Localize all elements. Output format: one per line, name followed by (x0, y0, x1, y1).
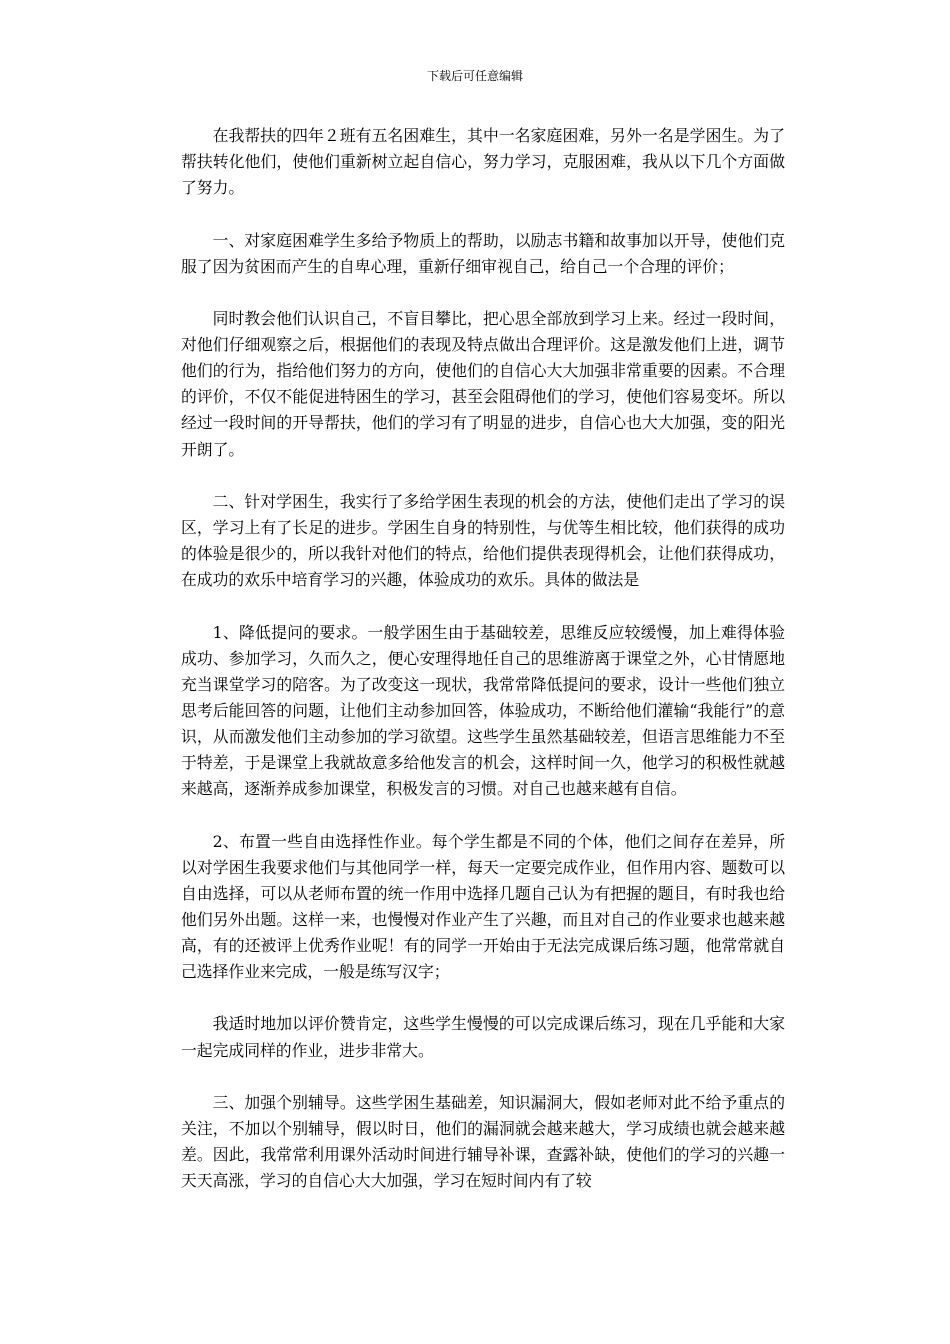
paragraph-section-1: 一、对家庭困难学生多给予物质上的帮助，以励志书籍和故事加以开导，使他们克服了因为贫困而产生的自卑心理，重新仔细审视自己，给自己一个合理的评价； (181, 230, 785, 276)
paragraph-self-awareness: 同时教会他们认识自己，不盲目攀比，把心思全部放到学习上来。经过一段时间，对他们仔细观察之后，根据他们的表现及特点做出合理评价。这是激发他们上进，调节他们的行为，指给他们努力的方向，使他们的自信心大大加强非常重要的因素。不合理的评价，不仅不能促进特困生的学习，甚至会阻碍他们的学习，使他们容易变坏。所以经过一段时间的开导帮扶，他们的学习有了明显的进步，自信心也大大加强，变的阳光开朗了。 (181, 309, 785, 459)
paragraph-intro: 在我帮扶的四年２班有五名困难生，其中一名家庭困难，另外一名是学困生。为了帮扶转化他们，使他们重新树立起自信心，努力学习，克服困难，我从以下几个方面做了努力。 (181, 126, 785, 198)
document-body (181, 123, 785, 1221)
paragraph-section-3: 三、加强个别辅导。这些学困生基础差，知识漏洞大，假如老师对此不给予重点的关注，不加以个别辅导，假以时日，他们的漏洞就会越来越大，学习成绩也就会越来越差。因此，我常常利用课外活动时间进行辅导补课，查露补缺，使他们的学习的兴趣一天天高涨，学习的自信心大大加强，学习在短时间内有了较 (181, 1092, 785, 1191)
download-edit-note: 下载后可任意编辑 (426, 69, 523, 83)
paragraph-item-1: 1、降低提问的要求。一般学困生由于基础较差，思维反应较缓慢，加上难得体验成功、参加学习，久而久之，便心安理得地任自己的思维游离于课堂之外，心甘情愿地充当课堂学习的陪客。为了改变这一现状，我常常降低提问的要求，设计一些他们独立思考后能回答的问题，让他们主动参加回答，体验成功，不断给他们灌输“我能行”的意识，从而激发他们主动参加的学习欲望。这些学生虽然基础较差，但语言思维能力不至于特差，于是课堂上我就故意多给他发言的机会，这样时间一久，他学习的积极性就越来越高，逐渐养成参加课堂，积极发言的习惯。对自己也越来越有自信。 (181, 622, 785, 799)
paragraph-section-2: 二、针对学困生，我实行了多给学困生表现的机会的方法，使他们走出了学习的误区，学习上有了长足的进步。学困生自身的特别性，与优等生相比较，他们获得的成功的体验是很少的，所以我针对他们的特点，给他们提供表现得机会，让他们获得成功，在成功的欢乐中培育学习的兴趣，体验成功的欢乐。具体的做法是 (181, 491, 785, 590)
paragraph-evaluation: 我适时地加以评价赞肯定，这些学生慢慢的可以完成课后练习，现在几乎能和大家一起完成同样的作业，进步非常大。 (181, 1014, 785, 1060)
paragraph-item-2: 2、布置一些自由选择性作业。每个学生都是不同的个体，他们之间存在差异，所以对学困生我要求他们与其他同学一样，每天一定要完成作业，但作用内容、题数可以自由选择，可以从老师布置的统一作用中选择几题自己认为有把握的题目，有时我也给他们另外出题。这样一来，也慢慢对作业产生了兴趣，而且对自己的作业要求也越来越高，有的还被评上优秀作业呢！有的同学一开始由于无法完成课后练习题，他常常就自己选择作业来完成，一般是练写汉字； (181, 831, 785, 982)
